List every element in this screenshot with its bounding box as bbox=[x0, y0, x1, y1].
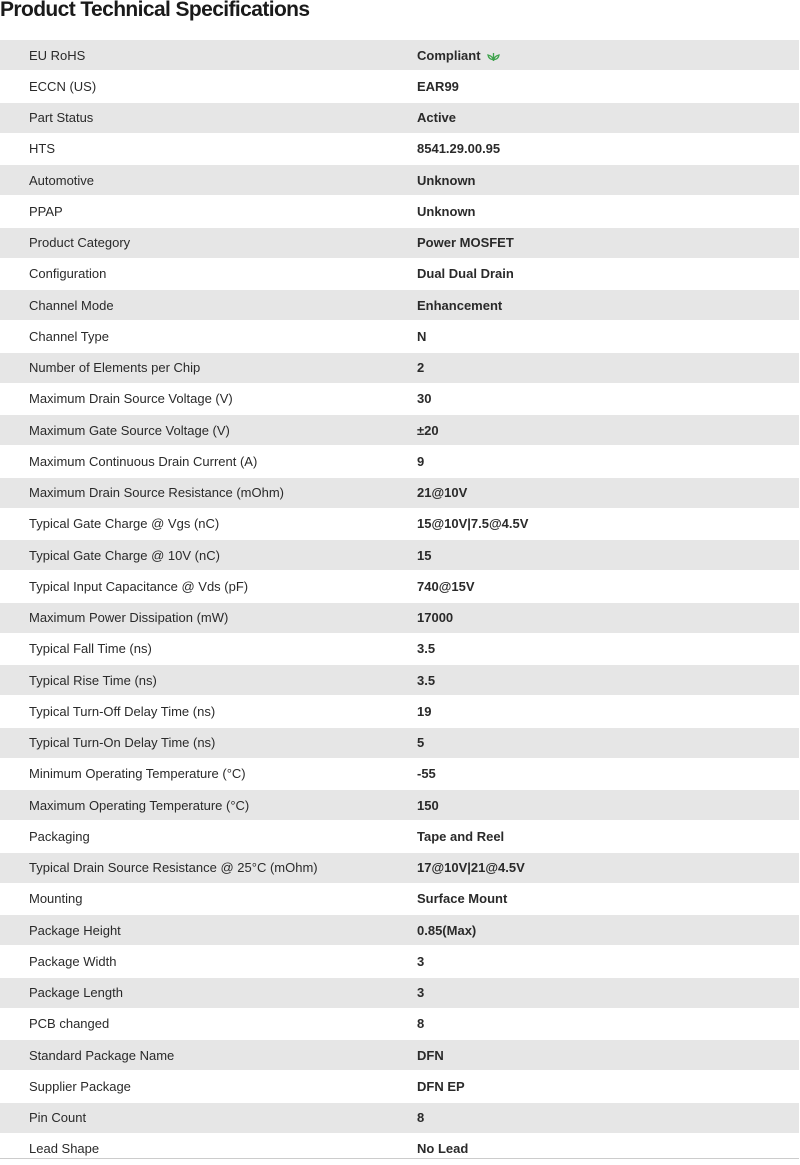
spec-label: PPAP bbox=[29, 203, 63, 219]
specs-table bbox=[0, 40, 799, 1165]
spec-value-text: Unknown bbox=[417, 203, 476, 219]
spec-row bbox=[0, 946, 799, 977]
spec-value-text: 17@10V|21@4.5V bbox=[417, 860, 525, 876]
spec-row bbox=[0, 603, 799, 634]
spec-label: Typical Turn-Off Delay Time (ns) bbox=[29, 703, 216, 719]
spec-row bbox=[0, 290, 799, 321]
spec-value-text: 740@15V bbox=[417, 578, 475, 594]
spec-value-text: 9 bbox=[417, 453, 425, 469]
spec-value bbox=[417, 48, 799, 63]
spec-value bbox=[417, 1079, 799, 1094]
spec-value-text: 3 bbox=[417, 953, 425, 969]
spec-row bbox=[0, 71, 799, 102]
spec-row bbox=[0, 446, 799, 477]
spec-value bbox=[417, 329, 799, 344]
spec-value bbox=[417, 360, 799, 375]
spec-value bbox=[417, 423, 799, 438]
spec-label: Number of Elements per Chip bbox=[29, 360, 201, 376]
spec-value-text: 3.5 bbox=[417, 672, 436, 688]
spec-row bbox=[0, 978, 799, 1009]
spec-value bbox=[417, 485, 799, 500]
spec-value bbox=[417, 673, 799, 688]
spec-label: Typical Drain Source Resistance @ 25°C (mOhm) bbox=[29, 860, 318, 876]
spec-row bbox=[0, 1071, 799, 1102]
spec-label: Packaging bbox=[29, 828, 90, 844]
spec-row bbox=[0, 509, 799, 540]
spec-value-text: 15@10V|7.5@4.5V bbox=[417, 516, 529, 532]
spec-value-text: 8 bbox=[417, 1110, 425, 1126]
spec-row bbox=[0, 1103, 799, 1134]
spec-label: Typical Fall Time (ns) bbox=[29, 641, 152, 657]
spec-label: Minimum Operating Temperature (°C) bbox=[29, 766, 246, 782]
spec-label: Maximum Operating Temperature (°C) bbox=[29, 797, 250, 813]
spec-value-text: 3 bbox=[417, 985, 425, 1001]
spec-value-text: Tape and Reel bbox=[417, 828, 505, 844]
spec-label: PCB changed bbox=[29, 1016, 110, 1032]
spec-value-text: -55 bbox=[417, 766, 436, 782]
spec-row bbox=[0, 134, 799, 165]
spec-label: Maximum Power Dissipation (mW) bbox=[29, 610, 229, 626]
spec-value-text: 0.85(Max) bbox=[417, 922, 477, 938]
spec-row bbox=[0, 321, 799, 352]
spec-value bbox=[417, 298, 799, 313]
spec-value bbox=[417, 1141, 799, 1156]
spec-value-text: Active bbox=[417, 110, 457, 126]
spec-value-text: Compliant bbox=[417, 47, 481, 63]
spec-value bbox=[417, 454, 799, 469]
spec-label: Package Width bbox=[29, 953, 117, 969]
spec-value bbox=[417, 829, 799, 844]
spec-value bbox=[417, 79, 799, 94]
table-bottom-divider bbox=[0, 1158, 799, 1159]
spec-value bbox=[417, 141, 799, 156]
spec-value bbox=[417, 985, 799, 1000]
spec-row bbox=[0, 790, 799, 821]
leaf-icon bbox=[487, 50, 500, 61]
spec-value-text: 150 bbox=[417, 797, 439, 813]
spec-value-text: Surface Mount bbox=[417, 891, 508, 907]
spec-row bbox=[0, 353, 799, 384]
spec-label: Mounting bbox=[29, 891, 83, 907]
spec-value-text: Dual Dual Drain bbox=[417, 266, 514, 282]
spec-row bbox=[0, 540, 799, 571]
spec-value bbox=[417, 579, 799, 594]
spec-label: EU RoHS bbox=[29, 47, 86, 63]
spec-value bbox=[417, 798, 799, 813]
spec-label: Channel Mode bbox=[29, 297, 114, 313]
spec-row bbox=[0, 1040, 799, 1071]
spec-value-text: 8 bbox=[417, 1016, 425, 1032]
spec-value-text: Unknown bbox=[417, 172, 476, 188]
spec-value-text: 30 bbox=[417, 391, 432, 407]
spec-value bbox=[417, 110, 799, 125]
spec-row bbox=[0, 196, 799, 227]
spec-value-text: DFN EP bbox=[417, 1078, 465, 1094]
spec-label: Maximum Drain Source Voltage (V) bbox=[29, 391, 233, 407]
spec-label: HTS bbox=[29, 141, 55, 157]
spec-value-text: 15 bbox=[417, 547, 432, 563]
spec-row bbox=[0, 1134, 799, 1165]
spec-label: Configuration bbox=[29, 266, 107, 282]
spec-value-text: 8541.29.00.95 bbox=[417, 141, 501, 157]
spec-label: Typical Input Capacitance @ Vds (pF) bbox=[29, 578, 249, 594]
spec-value-text: Power MOSFET bbox=[417, 235, 514, 251]
spec-value-text: DFN bbox=[417, 1047, 444, 1063]
spec-value bbox=[417, 391, 799, 406]
spec-value-text: Enhancement bbox=[417, 297, 503, 313]
spec-label: Typical Gate Charge @ Vgs (nC) bbox=[29, 516, 220, 532]
spec-value bbox=[417, 766, 799, 781]
spec-row bbox=[0, 165, 799, 196]
spec-row bbox=[0, 853, 799, 884]
spec-row bbox=[0, 696, 799, 727]
spec-value-text: N bbox=[417, 328, 427, 344]
spec-row bbox=[0, 915, 799, 946]
spec-row bbox=[0, 571, 799, 602]
spec-label: Part Status bbox=[29, 110, 94, 126]
spec-row bbox=[0, 478, 799, 509]
spec-label: Maximum Continuous Drain Current (A) bbox=[29, 453, 258, 469]
spec-label: Product Category bbox=[29, 235, 131, 251]
spec-value-text: 21@10V bbox=[417, 485, 468, 501]
spec-value bbox=[417, 173, 799, 188]
spec-row bbox=[0, 40, 799, 71]
spec-label: Supplier Package bbox=[29, 1078, 131, 1094]
spec-value bbox=[417, 704, 799, 719]
spec-value bbox=[417, 516, 799, 531]
spec-row bbox=[0, 103, 799, 134]
spec-value-text: EAR99 bbox=[417, 78, 459, 94]
spec-label: Lead Shape bbox=[29, 1141, 100, 1157]
spec-value bbox=[417, 235, 799, 250]
spec-label: Maximum Drain Source Resistance (mOhm) bbox=[29, 485, 285, 501]
spec-value bbox=[417, 548, 799, 563]
spec-value bbox=[417, 1048, 799, 1063]
spec-row bbox=[0, 1009, 799, 1040]
spec-value-text: 19 bbox=[417, 703, 432, 719]
spec-value-text: 5 bbox=[417, 735, 425, 751]
spec-label: ECCN (US) bbox=[29, 78, 97, 94]
spec-label: Maximum Gate Source Voltage (V) bbox=[29, 422, 230, 438]
spec-row bbox=[0, 728, 799, 759]
spec-row bbox=[0, 415, 799, 446]
spec-label: Channel Type bbox=[29, 328, 109, 344]
spec-value-text: 3.5 bbox=[417, 641, 436, 657]
spec-row bbox=[0, 759, 799, 790]
spec-value bbox=[417, 735, 799, 750]
spec-value bbox=[417, 1016, 799, 1031]
spec-label: Standard Package Name bbox=[29, 1047, 175, 1063]
spec-value-text: No Lead bbox=[417, 1141, 469, 1157]
spec-label: Pin Count bbox=[29, 1110, 87, 1126]
spec-label: Typical Rise Time (ns) bbox=[29, 672, 157, 688]
spec-value bbox=[417, 891, 799, 906]
spec-value-text: ±20 bbox=[417, 422, 439, 438]
spec-value bbox=[417, 923, 799, 938]
spec-label: Automotive bbox=[29, 172, 95, 188]
spec-label: Typical Turn-On Delay Time (ns) bbox=[29, 735, 216, 751]
spec-row bbox=[0, 634, 799, 665]
spec-row bbox=[0, 884, 799, 915]
spec-row bbox=[0, 821, 799, 852]
spec-value bbox=[417, 610, 799, 625]
spec-value bbox=[417, 1110, 799, 1125]
spec-value bbox=[417, 204, 799, 219]
spec-value bbox=[417, 266, 799, 281]
spec-row bbox=[0, 384, 799, 415]
spec-label: Package Height bbox=[29, 922, 121, 938]
spec-label: Package Length bbox=[29, 985, 123, 1001]
page-title: Product Technical Specifications bbox=[0, 0, 310, 21]
spec-row bbox=[0, 665, 799, 696]
spec-value bbox=[417, 954, 799, 969]
spec-value-text: 17000 bbox=[417, 610, 454, 626]
spec-value-text: 2 bbox=[417, 360, 425, 376]
spec-value bbox=[417, 860, 799, 875]
spec-row bbox=[0, 228, 799, 259]
spec-value bbox=[417, 641, 799, 656]
spec-label: Typical Gate Charge @ 10V (nC) bbox=[29, 547, 220, 563]
spec-row bbox=[0, 259, 799, 290]
